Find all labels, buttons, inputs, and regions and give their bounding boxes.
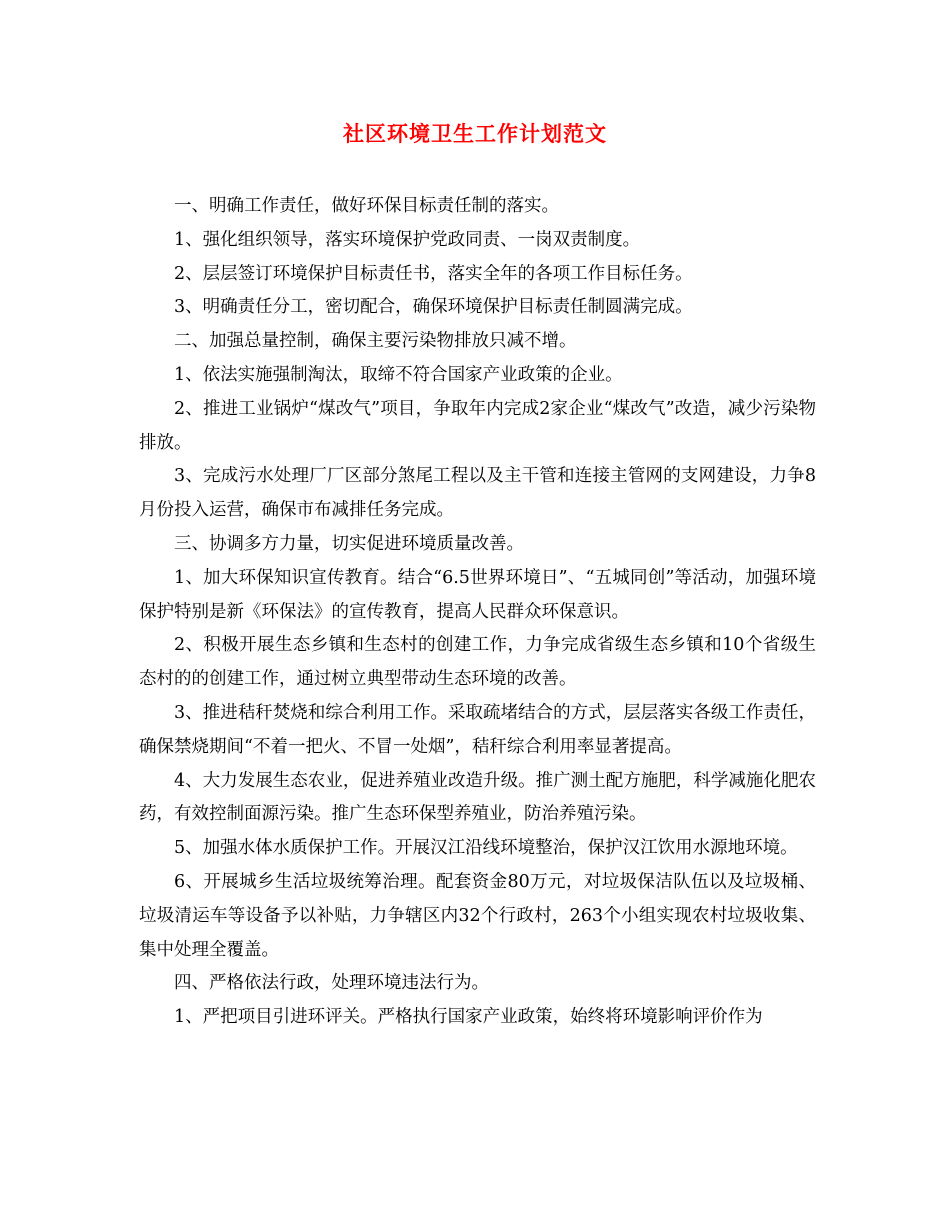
document-body xyxy=(139,190,816,1035)
section-heading-2: 二、加强总量控制，确保主要污染物排放只减不增。 xyxy=(174,331,577,352)
paragraph-1-1: 1、强化组织领导，落实环境保护党政同责、一岗双责制度。 xyxy=(174,229,641,250)
paragraph-3-5: 5、加强水体水质保护工作。开展汉江沿线环境整治，保护汉江饮用水源地环境。 xyxy=(174,838,798,859)
paragraph-3-3: 3、推进秸秆焚烧和综合利用工作。采取疏堵结合的方式，层层落实各级工作责任，确保禁烧期间“不着一把火、不冒一处烟”，秸秆综合利用率显著提高。 xyxy=(139,702,816,757)
paragraph-3-4: 4、大力发展生态农业，促进养殖业改造升级。推广测土配方施肥，科学减施化肥农药，有效控制面源污染。推广生态环保型养殖业，防治养殖污染。 xyxy=(139,770,816,825)
section-heading-4: 四、严格依法行政，处理环境违法行为。 xyxy=(174,973,489,994)
section-heading-1: 一、明确工作责任，做好环保目标责任制的落实。 xyxy=(174,196,559,216)
paragraph-3-6: 6、开展城乡生活垃圾统筹治理。配套资金80万元，对垃圾保洁队伍以及垃圾桶、垃圾清运车等设备予以补贴，力争辖区内32个行政村，263个小组实现农村垃圾收集、集中处理全覆盖。 xyxy=(139,871,816,960)
paragraph-2-2: 2、推进工业锅炉“煤改气”项目，争取年内完成2家企业“煤改气”改造，减少污染物排放。 xyxy=(139,398,816,453)
paragraph-1-3: 3、明确责任分工，密切配合，确保环境保护目标责任制圆满完成。 xyxy=(174,297,693,318)
paragraph-2-1: 1、依法实施强制淘汰，取缔不符合国家产业政策的企业。 xyxy=(174,364,623,385)
document-title: 社区环境卫生工作计划范文 xyxy=(343,121,607,146)
section-heading-3: 三、协调多方力量，切实促进环境质量改善。 xyxy=(174,533,524,554)
paragraph-3-1: 1、加大环保知识宣传教育。结合“6.5世界环境日”、“五城同创”等活动，加强环境保护特别是新《环保法》的宣传教育，提高人民群众环保意识。 xyxy=(139,567,816,622)
paragraph-3-2: 2、积极开展生态乡镇和生态村的创建工作，力争完成省级生态乡镇和10个省级生态村的的创建工作，通过树立典型带动生态环境的改善。 xyxy=(139,635,816,690)
paragraph-4-1: 1、严把项目引进环评关。严格执行国家产业政策，始终将环境影响评价作为 xyxy=(174,1007,763,1028)
paragraph-1-2: 2、层层签订环境保护目标责任书，落实全年的各项工作目标任务。 xyxy=(174,263,693,284)
paragraph-2-3: 3、完成污水处理厂厂区部分煞尾工程以及主干管和连接主管网的支网建设，力争8月份投入运营，确保市布减排任务完成。 xyxy=(139,466,816,521)
